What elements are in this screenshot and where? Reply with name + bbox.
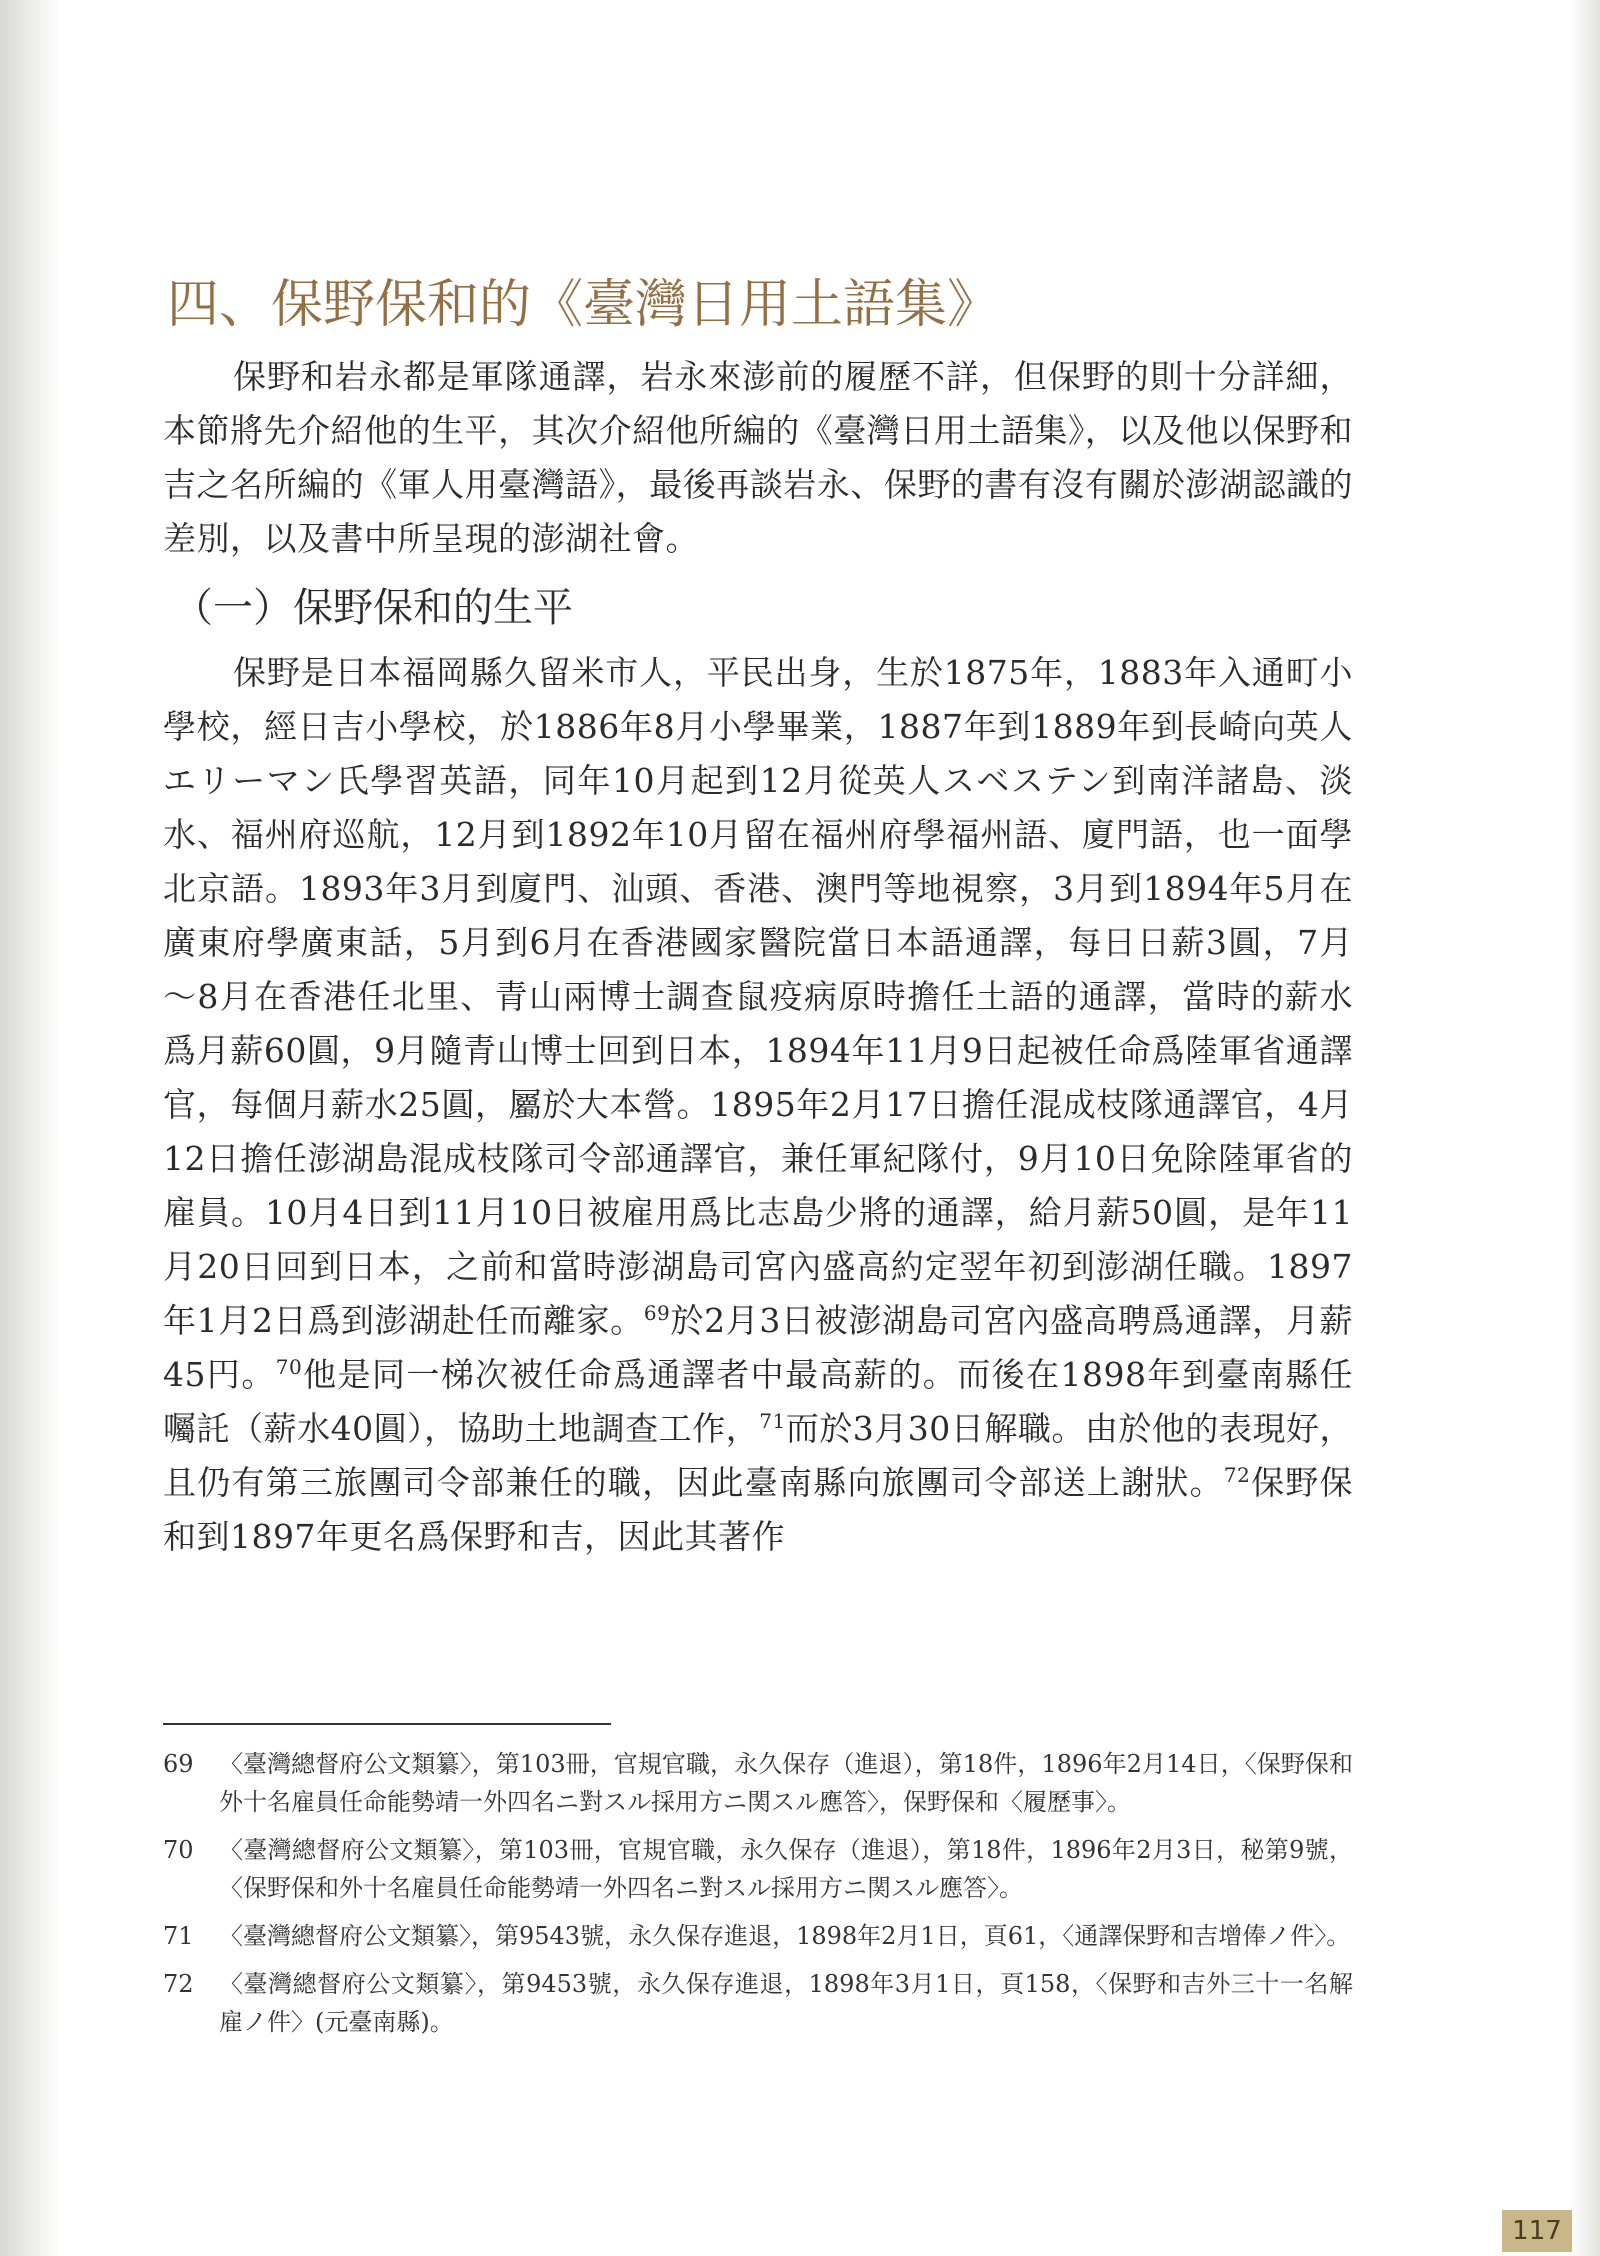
footnote-number: 69 [163,1750,194,1778]
footnote-divider [163,1723,611,1725]
footnote-number: 70 [163,1836,194,1864]
footnote-text: 〈臺灣總督府公文類纂〉，第103冊，官規官職，永久保存（進退），第18件，1896年2月3日，秘第9號，〈保野保和外十名雇員任命能勢靖一外四名ニ對スル採用方ニ関スル應答〉。 [219,1836,1353,1902]
footnote-ref-72[interactable]: 72 [1223,1463,1251,1487]
footnote-ref-70[interactable]: 70 [275,1355,303,1379]
footnote-text: 〈臺灣總督府公文類纂〉，第9453號，永久保存進退，1898年3月1日，頁158，〈保野和吉外三十一名解雇ノ件〉(元臺南縣)。 [219,1970,1353,2036]
footnote-ref-69[interactable]: 69 [643,1301,671,1325]
footnote-71 [163,1917,1353,1955]
footnotes [163,1745,1353,2051]
footnote-69 [163,1745,1353,1821]
footnote-number: 71 [163,1922,194,1950]
intro-paragraph: 保野和岩永都是軍隊通譯，岩永來澎前的履歷不詳，但保野的則十分詳細，本節將先介紹他的生平，其次介紹他所編的《臺灣日用土語集》，以及他以保野和吉之名所編的《軍人用臺灣語》，最後再談岩永、保野的書有沒有關於澎湖認識的差別，以及書中所呈現的澎湖社會。 [163,357,1353,558]
biography-text-part-4: 而於3月30日解職。由於他的表現好，且仍有第三旅團司令部兼任的職，因此臺南縣向旅團司令部送上謝狀。 [163,1409,1353,1502]
biography-text-part-5: 保野保和到1897年更名爲保野和吉，因此其著作 [163,1463,1354,1556]
biography-text-part-2: 於2月3日被澎湖島司宮內盛高聘爲通譯，月薪45円。 [163,1301,1353,1394]
biography-paragraph [163,646,1353,1564]
footnote-text: 〈臺灣總督府公文類纂〉，第103冊，官規官職，永久保存（進退），第18件，1896年2月14日，〈保野保和外十名雇員任命能勢靖一外四名ニ對スル採用方ニ関スル應答〉，保野保和〈履歷事〉。 [219,1750,1353,1816]
section-title: 四、保野保和的《臺灣日用土語集》 [167,275,1000,335]
main-content [163,270,1353,1564]
page-number: 117 [1502,2210,1572,2252]
footnote-ref-71[interactable]: 71 [759,1409,786,1433]
footnote-number: 72 [163,1970,194,1998]
subsection-title: （一）保野保和的生平 [173,585,573,631]
footnote-72 [163,1965,1353,2041]
biography-text-part-3: 他是同一梯次被任命爲通譯者中最高薪的。而後在1898年到臺南縣任囑託（薪水40圓），協助土地調查工作， [163,1355,1353,1448]
biography-text-part-1: 保野是日本福岡縣久留米市人，平民出身，生於1875年，1883年入通町小學校，經日吉小學校，於1886年8月小學畢業，1887年到1889年到長崎向英人エリーマン氏學習英語，同年10月起到12月從英人スベステン到南洋諸島、淡水、福州府巡航，12月到1892年10月留在福州府學福州語、廈門語，也一面學北京語。1893年3月到廈門、汕頭、香港、澳門等地視察，3月到1894年5月在廣東府學廣東話，5月到6月在香港國家醫院當日本語通譯，每日日薪3圓，7月～8月在香港任北里、青山兩博士調查鼠疫病原時擔任土語的通譯，當時的薪水爲月薪60圓，9月隨青山博士回到日本，1894年11月9日起被任命爲陸軍省通譯官，每個月薪水25圓，屬於大本營。1895年2月17日擔任混成枝隊通譯官，4月12日擔任澎湖島混成枝隊司令部通譯官，兼任軍紀隊付，9月10日免除陸軍省的雇員。10月4日到11月10日被雇用爲比志島少將的通譯，給月薪50圓，是年11月20日回到日本，之前和當時澎湖島司宮內盛高約定翌年初到澎湖任職。1897年1月2日爲到澎湖赴任而離家。 [163,653,1353,1340]
footnote-text: 〈臺灣總督府公文類纂〉，第9543號，永久保存進退，1898年2月1日，頁61，〈通譯保野和吉增俸ノ件〉。 [219,1922,1351,1950]
scan-shadow-left [0,0,60,2256]
scan-shadow-right [1570,0,1600,2256]
footnote-70 [163,1831,1353,1907]
